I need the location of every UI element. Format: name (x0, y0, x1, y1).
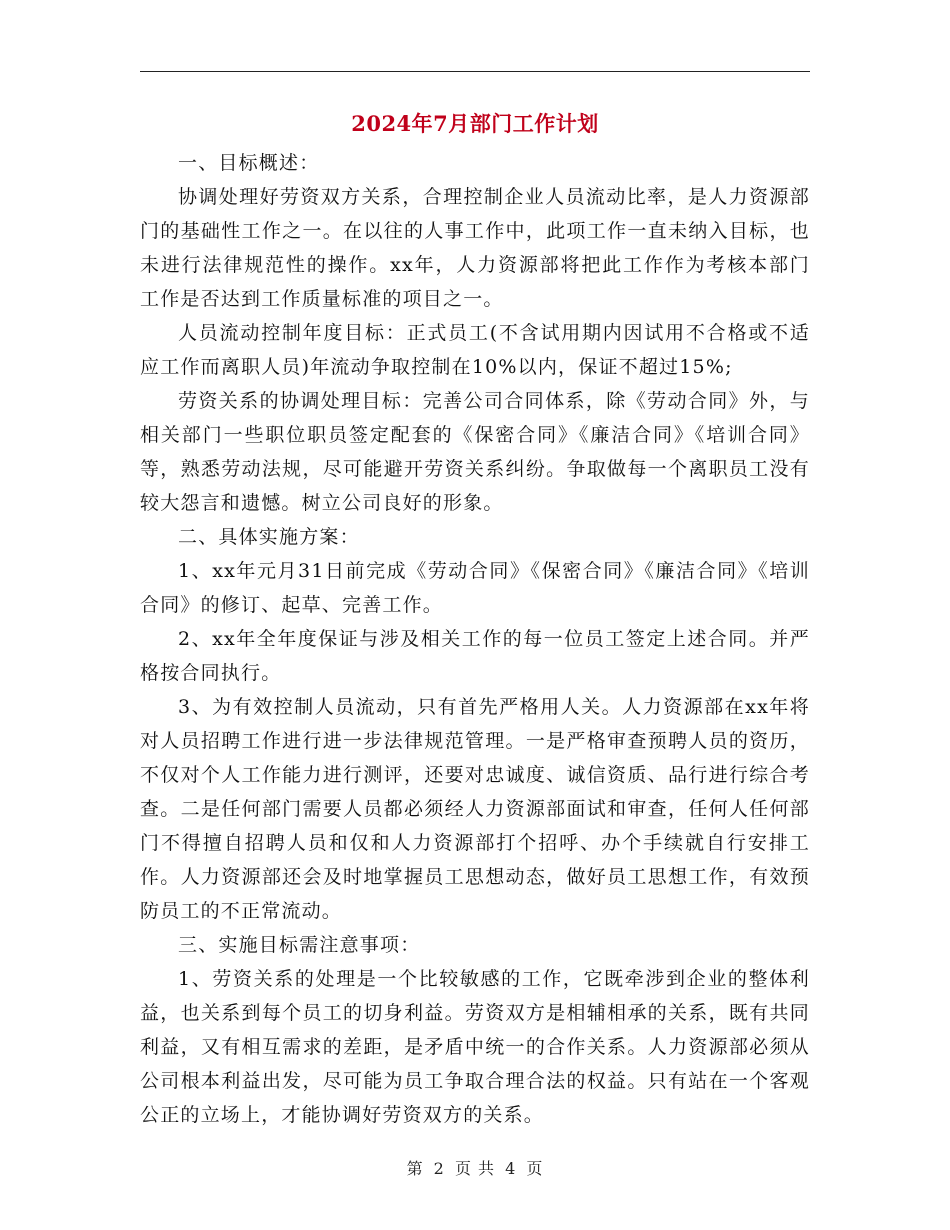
page-footer (0, 1156, 950, 1179)
current-page-number: 2 (433, 1159, 445, 1178)
document-body (140, 146, 810, 1132)
document-title: 2024年7月部门工作计划 (351, 111, 599, 136)
page-label-prefix: 第 (406, 1159, 424, 1178)
paragraph: 1、xx年元月31日前完成《劳动合同》《保密合同》《廉洁合同》《培训合同》的修订、起草、完善工作。 (140, 560, 810, 616)
section-heading: 一、目标概述： (178, 152, 320, 174)
paragraph: 1、劳资关系的处理是一个比较敏感的工作，它既牵涉到企业的整体利益，也关系到每个员工的切身利益。劳资双方是相辅相承的关系，既有共同利益，又有相互需求的差距，是矛盾中统一的合作关系。人力资源部必须从公司根本利益出发，尽可能为员工争取合理合法的权益。只有站在一个客观公正的立场上，才能协调好劳资双方的关系。 (140, 968, 810, 1126)
paragraph: 人员流动控制年度目标：正式员工(不含试用期内因试用不合格或不适应工作而离职人员)年流动争取控制在10%以内，保证不超过15%; (140, 322, 810, 378)
section-heading: 二、具体实施方案： (178, 526, 360, 548)
paragraph: 2、xx年全年度保证与涉及相关工作的每一位员工签定上述合同。并严格按合同执行。 (140, 628, 810, 684)
section-heading: 三、实施目标需注意事项： (178, 934, 421, 956)
total-pages-number: 4 (505, 1159, 517, 1178)
page-label-suffix: 页 (526, 1159, 544, 1178)
page-label-mid: 页 共 (454, 1159, 496, 1178)
header-rule (140, 71, 810, 72)
paragraph: 协调处理好劳资双方关系，合理控制企业人员流动比率，是人力资源部门的基础性工作之一。在以往的人事工作中，此项工作一直未纳入目标，也未进行法律规范性的操作。xx年，人力资源部将把此工作作为考核本部门工作是否达到工作质量标准的项目之一。 (140, 186, 810, 310)
paragraph: 劳资关系的协调处理目标：完善公司合同体系，除《劳动合同》外，与相关部门一些职位职员签定配套的《保密合同》《廉洁合同》《培训合同》等，熟悉劳动法规，尽可能避开劳资关系纠纷。争取做每一个离职员工没有较大怨言和遗憾。树立公司良好的形象。 (140, 390, 810, 514)
paragraph: 3、为有效控制人员流动，只有首先严格用人关。人力资源部在xx年将对人员招聘工作进行进一步法律规范管理。一是严格审查预聘人员的资历，不仅对个人工作能力进行测评，还要对忠诚度、诚信资质、品行进行综合考查。二是任何部门需要人员都必须经人力资源部面试和审查，任何人任何部门不得擅自招聘人员和仅和人力资源部打个招呼、办个手续就自行安排工作。人力资源部还会及时地掌握员工思想动态，做好员工思想工作，有效预防员工的不正常流动。 (140, 696, 810, 922)
